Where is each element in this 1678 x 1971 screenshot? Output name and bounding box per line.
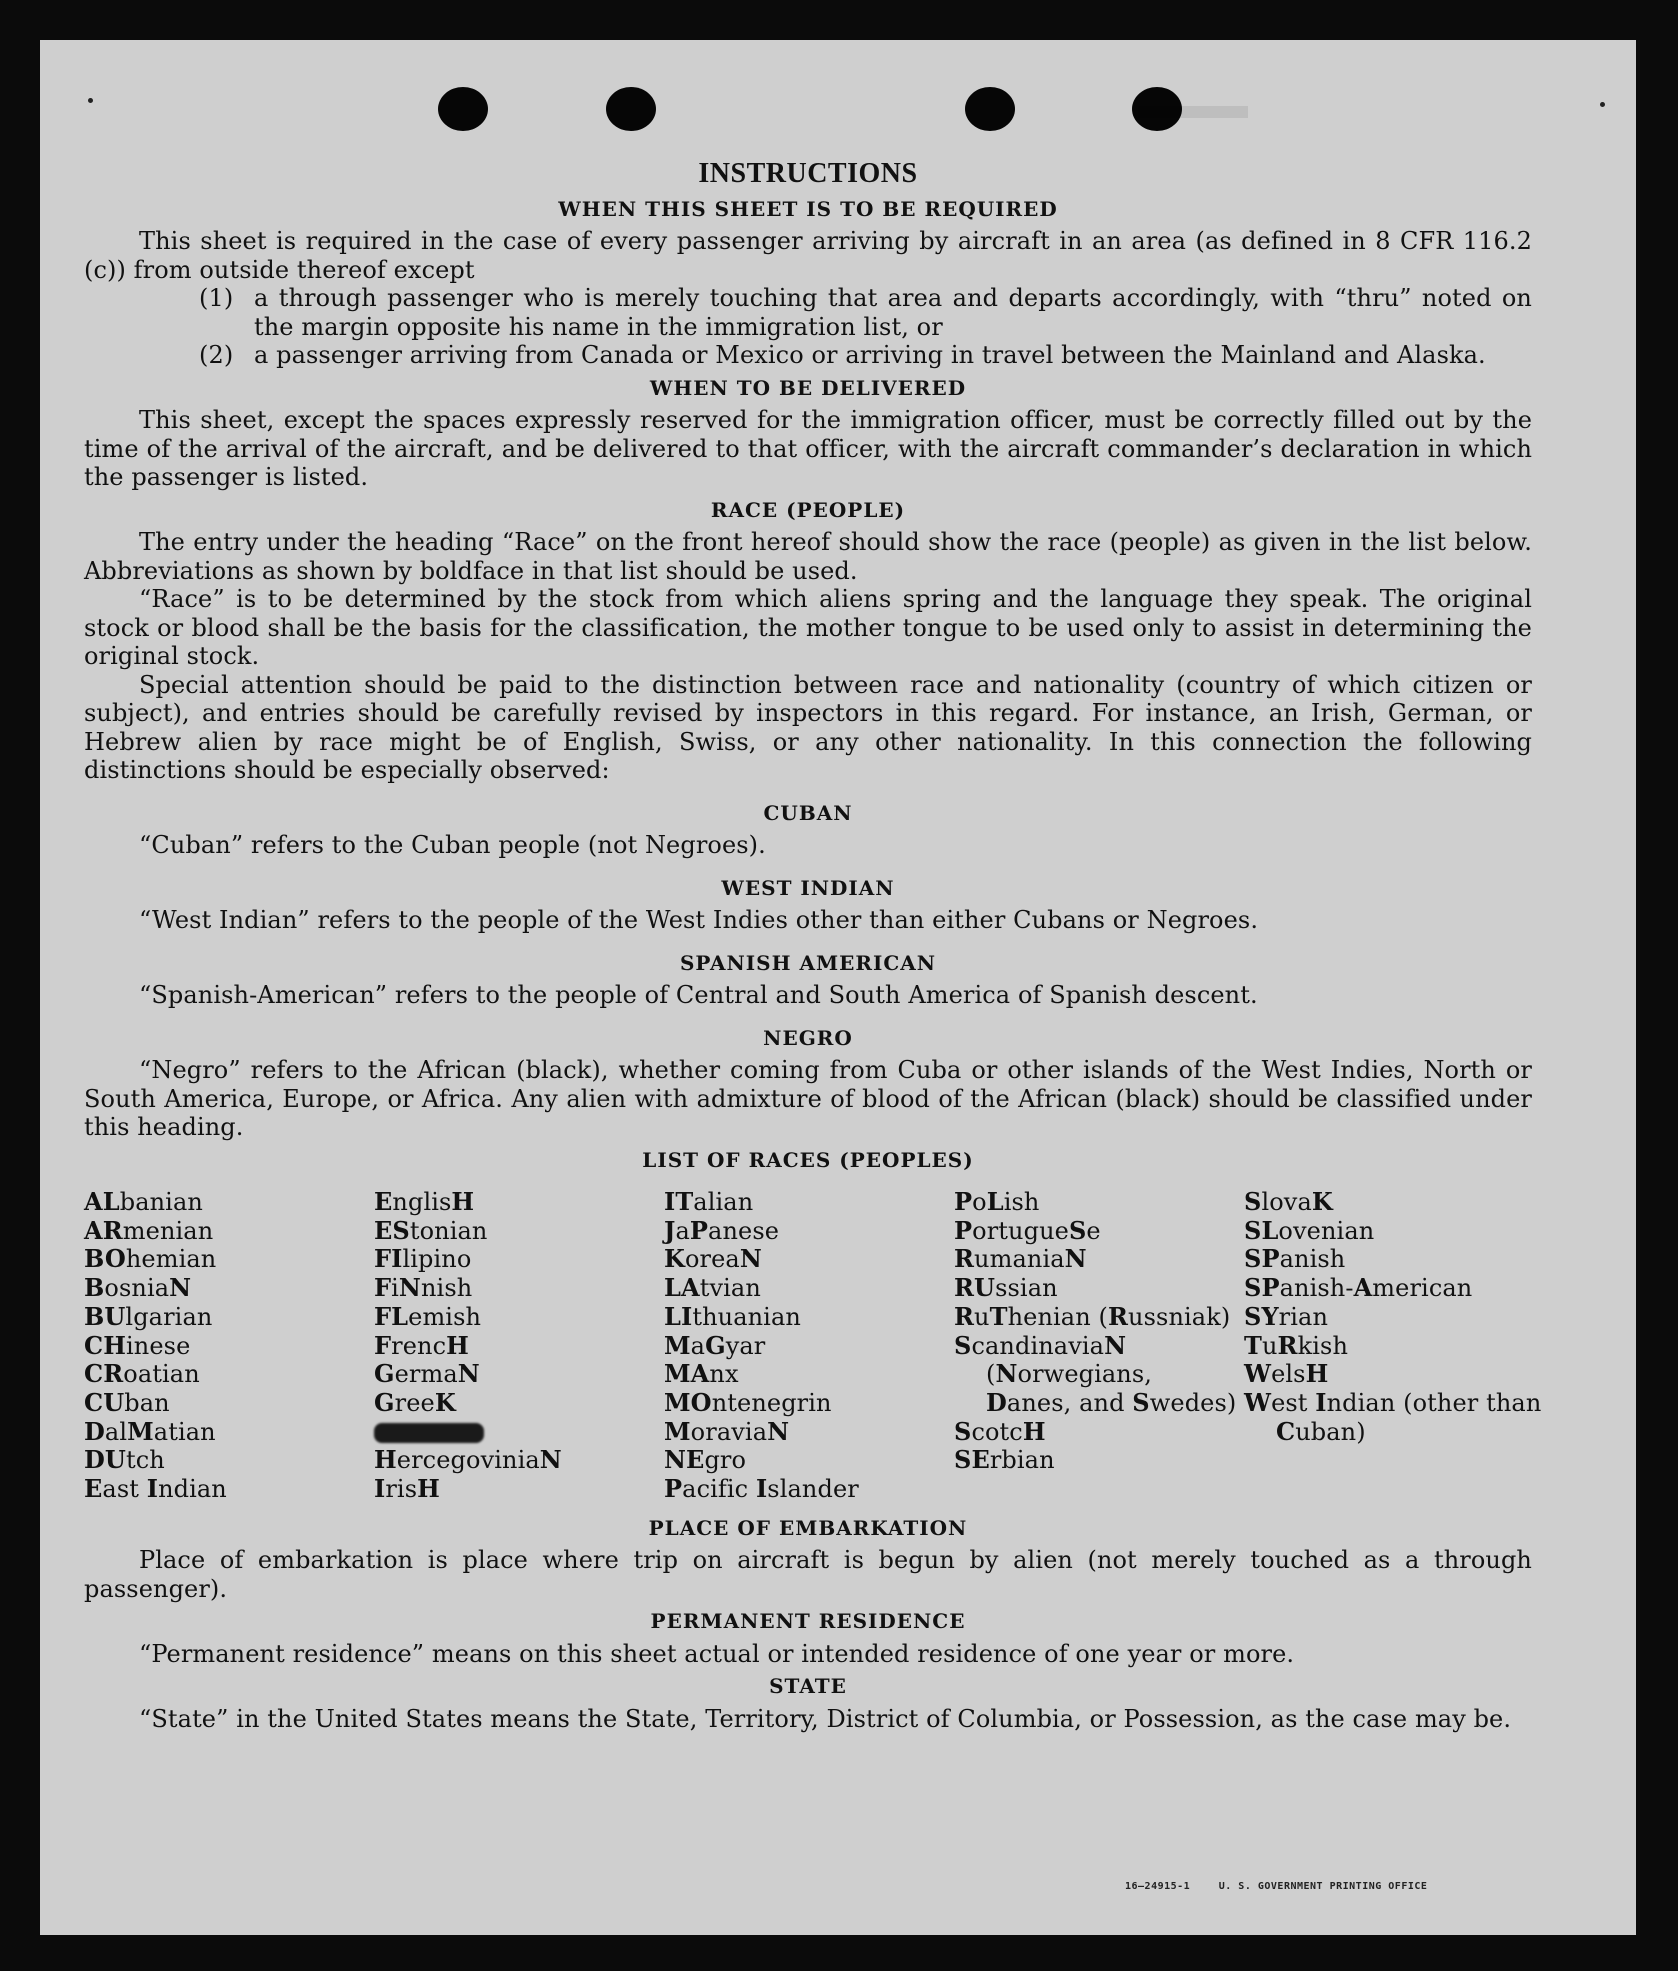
race-item: RUssian (954, 1273, 1058, 1303)
heading-state: STATE (769, 1674, 847, 1699)
race-item: SPanish-American (1244, 1273, 1473, 1303)
race-item: FrencH (374, 1330, 469, 1360)
race-item: ITalian (664, 1187, 754, 1216)
item-number: (1) (199, 284, 234, 312)
race-column (1244, 1188, 1542, 1504)
race-column (84, 1188, 374, 1504)
race-column (954, 1188, 1244, 1504)
page-title: INSTRUCTIONS (698, 158, 918, 189)
race-item: BosniaN (84, 1273, 192, 1303)
race-column (664, 1188, 954, 1504)
punch-hole (438, 87, 488, 131)
race-item: FiNnish (374, 1273, 473, 1303)
race-item: CHinese (84, 1330, 191, 1360)
race-item: MoraviaN (664, 1416, 790, 1446)
document-page (40, 40, 1636, 1935)
race-item: LIthuanian (664, 1301, 801, 1331)
race-item: KoreaN (664, 1244, 762, 1274)
race-item: ARmenian (84, 1215, 214, 1245)
race-item: West Indian (other than Cuban) (1244, 1387, 1542, 1446)
embarkation-text: Place of embarkation is place where trip on aircraft is begun by alien (not merely touched as a through passenger). (84, 1546, 1532, 1603)
race-item: MaGyar (664, 1330, 766, 1360)
race-item: EStonian (374, 1215, 488, 1245)
negro-text: “Negro” refers to the African (black), whether coming from Cuba or other islands of the West Indies, North or South America, Europe, or Africa. Any alien with admixture of blood of the African (black) should be classified under this heading. (84, 1056, 1532, 1141)
form-number: 16—24915-1 (1125, 1881, 1191, 1892)
printer-credit: U. S. GOVERNMENT PRINTING OFFICE (1218, 1881, 1428, 1892)
form-footer (1125, 1881, 1449, 1892)
race-item: East Indian (84, 1474, 227, 1504)
race-paragraph-2: “Race” is to be determined by the stock from which aliens spring and the language they speak. The original stock or blood shall be the basis for the classification, the mother tongue to be used only to assist in determining the original stock. (84, 585, 1532, 670)
race-item: CUban (84, 1387, 170, 1417)
race-item: RuThenian (Russniak) (954, 1301, 1231, 1331)
heading-negro: NEGRO (763, 1025, 853, 1050)
heading-west-indian: WEST INDIAN (721, 875, 895, 900)
race-paragraph-1: The entry under the heading “Race” on the front hereof should show the race (people) as given in the list below. Abbreviations as shown by boldface in that list should be used. (84, 528, 1532, 585)
race-item: MAnx (664, 1359, 739, 1389)
race-item (374, 1418, 664, 1447)
heading-when-delivered: WHEN TO BE DELIVERED (649, 375, 967, 400)
race-item: PortugueSe (954, 1215, 1101, 1245)
race-item: EnglisH (374, 1187, 475, 1216)
punch-hole (606, 87, 656, 131)
race-item: NEgro (664, 1445, 747, 1475)
race-list (84, 1187, 1542, 1504)
faded-stamp (1138, 106, 1248, 118)
race-item: IrisH (374, 1474, 440, 1504)
race-item: ScotcH (954, 1416, 1046, 1446)
race-item: DalMatian (84, 1416, 216, 1446)
race-paragraph-3: Special attention should be paid to the distinction between race and nationality (country of which citizen or subject), and entries should be carefully revised by inspectors in this regard. For instance, an Irish, German, or Hebrew alien by race might be of English, Swiss, or any other nationality. In this connection the following distinctions should be especially observed: (84, 670, 1532, 784)
heading-race: RACE (PEOPLE) (710, 497, 906, 522)
west-indian-text: “West Indian” refers to the people of the West Indies other than either Cubans or Negroes. (139, 906, 1259, 934)
exception-item-1 (199, 284, 1532, 341)
speck (88, 98, 93, 103)
when-delivered-text: This sheet, except the spaces expressly reserved for the immigration officer, must be correctly filled out by the time of the arrival of the aircraft, and be delivered to that officer, with the aircraft commander’s declaration in which the passenger is listed. (84, 406, 1532, 491)
race-item: CRoatian (84, 1359, 200, 1389)
race-item: GermaN (374, 1359, 480, 1389)
heading-cuban: CUBAN (763, 800, 853, 825)
race-item: PoLish (954, 1187, 1040, 1216)
punch-hole (965, 87, 1015, 131)
race-item: BOhemian (84, 1244, 217, 1274)
race-item: ScandinaviaN (Norwegians, Danes, and Swedes) (954, 1330, 1237, 1417)
item-number: (2) (199, 341, 234, 369)
speck (1600, 102, 1605, 107)
heading-list-of-races: LIST OF RACES (PEOPLES) (642, 1147, 974, 1172)
residence-text: “Permanent residence” means on this sheet actual or intended residence of one year or more. (139, 1639, 1295, 1668)
race-item: DUtch (84, 1445, 165, 1475)
race-item: FIlipino (374, 1244, 472, 1274)
state-text: “State” in the United States means the State, Territory, District of Columbia, or Possession, as the case may be. (139, 1704, 1512, 1733)
race-item: RumaniaN (954, 1244, 1087, 1274)
race-item: MOntenegrin (664, 1387, 832, 1417)
race-item: SLovenian (1244, 1215, 1375, 1245)
heading-spanish-american: SPANISH AMERICAN (679, 950, 937, 975)
race-item: SErbian (954, 1445, 1055, 1475)
race-item: ALbanian (84, 1187, 203, 1216)
spanish-american-text: “Spanish-American” refers to the people of Central and South America of Spanish descent. (139, 981, 1258, 1009)
race-item: LAtvian (664, 1273, 761, 1303)
race-item: GreeK (374, 1387, 456, 1417)
heading-permanent-residence: PERMANENT RESIDENCE (650, 1609, 966, 1634)
redaction-mark (374, 1423, 484, 1443)
race-item: JaPanese (664, 1215, 780, 1245)
race-item: SYrian (1244, 1301, 1329, 1331)
race-item: WelsH (1244, 1359, 1329, 1389)
item-text: a passenger arriving from Canada or Mexico or arriving in travel between the Mainland and Alaska. (254, 341, 1486, 369)
race-item: BUlgarian (84, 1301, 213, 1331)
race-item: TuRkish (1244, 1330, 1348, 1360)
race-item: SlovaK (1244, 1187, 1333, 1216)
race-item: Pacific Islander (664, 1474, 859, 1504)
item-text: a through passenger who is merely touching that area and departs accordingly, with “thru” noted on the margin opposite his name in the immigration list, or (254, 284, 1532, 341)
heading-when-required: WHEN THIS SHEET IS TO BE REQUIRED (558, 196, 1058, 221)
heading-embarkation: PLACE OF EMBARKATION (648, 1515, 968, 1540)
exception-item-2 (199, 341, 1532, 370)
instructions-body (84, 158, 1542, 1733)
cuban-text: “Cuban” refers to the Cuban people (not Negroes). (139, 831, 766, 859)
race-column (374, 1188, 664, 1504)
when-required-intro: This sheet is required in the case of every passenger arriving by aircraft in an area (as defined in 8 CFR 116.2 (c)) from outside thereof except (84, 227, 1532, 284)
race-item: HercegoviniaN (374, 1445, 562, 1475)
race-item: FLemish (374, 1301, 482, 1331)
race-item: SPanish (1244, 1244, 1346, 1274)
